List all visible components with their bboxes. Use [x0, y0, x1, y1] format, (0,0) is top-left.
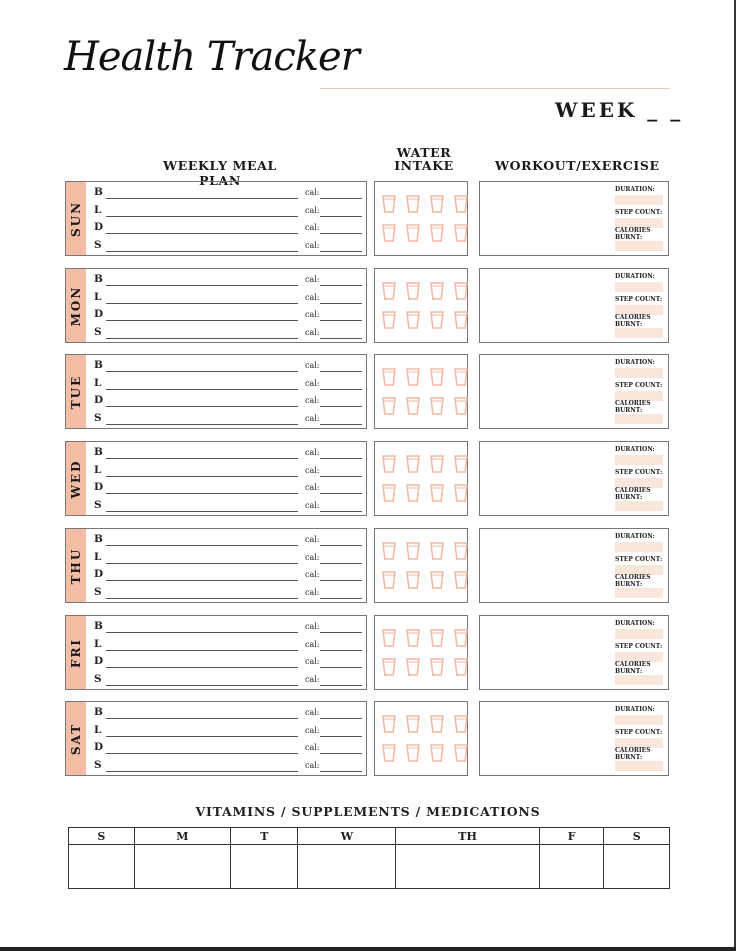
calorie-entry-line[interactable]	[320, 580, 362, 581]
meal-row-b	[94, 533, 362, 549]
meal-label: B	[94, 620, 103, 632]
water-box-sat	[374, 701, 468, 776]
meal-row-s	[94, 759, 362, 775]
meal-label: L	[94, 550, 102, 563]
meal-label: D	[94, 394, 104, 406]
water-cup-icon[interactable]	[406, 658, 420, 676]
vitamins-day-header: T	[231, 828, 298, 845]
water-cup-icon[interactable]	[382, 744, 396, 762]
vitamins-header-row	[69, 828, 670, 845]
meal-row-d	[94, 655, 362, 671]
calorie-label: cal:	[305, 465, 320, 475]
calorie-label: cal:	[305, 535, 320, 544]
calorie-label: cal:	[305, 622, 320, 631]
water-cup-icon[interactable]	[454, 311, 468, 329]
water-cup-icon[interactable]	[430, 744, 444, 762]
calorie-label: cal:	[305, 223, 320, 232]
meal-row-s	[94, 326, 362, 342]
meal-label: B	[94, 706, 103, 718]
meal-label: S	[94, 758, 102, 771]
meal-label: D	[94, 655, 104, 667]
meal-entry-line[interactable]	[106, 718, 298, 719]
calories-burnt-field[interactable]	[615, 675, 663, 685]
calories-burnt-label: CALORIES BURNT:	[615, 400, 651, 414]
water-box-thu	[374, 528, 468, 603]
day-label-tue: TUE	[69, 374, 83, 409]
water-cup-icon[interactable]	[406, 282, 420, 300]
calories-burnt-label: CALORIES BURNT:	[615, 661, 651, 675]
calorie-entry-line[interactable]	[320, 371, 362, 372]
water-cup-icon[interactable]	[430, 571, 444, 589]
meal-entry-line[interactable]	[106, 338, 298, 339]
meal-entry-line[interactable]	[106, 424, 298, 425]
calorie-label: cal:	[305, 327, 320, 337]
meal-label: S	[94, 672, 102, 685]
calorie-label: cal:	[305, 657, 320, 666]
calorie-entry-line[interactable]	[320, 233, 362, 234]
day-tab-wed	[66, 442, 86, 515]
meal-entry-line[interactable]	[106, 458, 298, 459]
water-cup-icon[interactable]	[406, 311, 420, 329]
meal-label: B	[94, 273, 103, 285]
vitamins-day-header: TH	[396, 828, 540, 845]
meal-entry-line[interactable]	[106, 493, 298, 494]
vitamins-cell[interactable]	[69, 845, 135, 889]
water-box-wed	[374, 441, 468, 516]
water-cup-icon[interactable]	[382, 311, 396, 329]
calorie-entry-line[interactable]	[320, 338, 362, 339]
water-cup-icon[interactable]	[454, 195, 468, 213]
workout-box-wed	[479, 441, 669, 516]
water-cup-icon[interactable]	[430, 368, 444, 386]
calorie-label: cal:	[305, 552, 320, 562]
water-cup-icon[interactable]	[382, 195, 396, 213]
calorie-label: cal:	[305, 292, 320, 302]
water-cup-icon[interactable]	[454, 455, 468, 473]
water-cup-icon[interactable]	[430, 715, 444, 733]
meal-row-d	[94, 308, 362, 324]
day-tab-sat	[66, 702, 86, 775]
water-cup-icon[interactable]	[382, 715, 396, 733]
water-cup-icon[interactable]	[430, 629, 444, 647]
meal-entry-line[interactable]	[106, 511, 298, 512]
meal-entry-line[interactable]	[106, 251, 298, 252]
calorie-label: cal:	[305, 725, 320, 735]
duration-label: DURATION:	[615, 446, 655, 453]
workout-box-thu	[479, 528, 669, 603]
calorie-entry-line[interactable]	[320, 753, 362, 754]
meal-label: S	[94, 498, 102, 511]
meal-entry-line[interactable]	[106, 406, 298, 407]
water-box-mon	[374, 268, 468, 343]
meal-row-d	[94, 221, 362, 237]
water-box-tue	[374, 354, 468, 429]
calorie-entry-line[interactable]	[320, 285, 362, 286]
meal-entry-line[interactable]	[106, 476, 298, 477]
calorie-label: cal:	[305, 310, 320, 319]
duration-field[interactable]	[615, 542, 663, 552]
step-count-label: STEP COUNT:	[615, 296, 663, 303]
day-tab-sun	[66, 182, 86, 255]
calorie-entry-line[interactable]	[320, 476, 362, 477]
meal-entry-line[interactable]	[106, 736, 298, 737]
day-tab-mon	[66, 269, 86, 342]
workout-box-tue	[479, 354, 669, 429]
calories-burnt-label: CALORIES BURNT:	[615, 747, 651, 761]
calorie-entry-line[interactable]	[320, 303, 362, 304]
day-label-wed: WED	[69, 458, 83, 499]
meal-label: D	[94, 481, 104, 493]
meal-entry-line[interactable]	[106, 545, 298, 546]
water-cup-icon[interactable]	[430, 455, 444, 473]
water-cup-icon[interactable]	[382, 658, 396, 676]
calorie-entry-line[interactable]	[320, 458, 362, 459]
water-cup-icon[interactable]	[454, 744, 468, 762]
meal-row-d	[94, 568, 362, 584]
meal-entry-line[interactable]	[106, 389, 298, 390]
vitamins-day-header: S	[604, 828, 670, 845]
water-cup-icon[interactable]	[382, 455, 396, 473]
calorie-label: cal:	[305, 448, 320, 457]
water-cup-icon[interactable]	[382, 484, 396, 502]
vitamins-day-header: S	[69, 828, 135, 845]
water-cup-icon[interactable]	[382, 224, 396, 242]
water-cup-icon[interactable]	[454, 715, 468, 733]
meal-row-s	[94, 412, 362, 428]
meal-label: B	[94, 533, 103, 545]
water-cup-icon[interactable]	[382, 282, 396, 300]
calorie-entry-line[interactable]	[320, 632, 362, 633]
meal-row-s	[94, 673, 362, 689]
meal-row-b	[94, 186, 362, 202]
day-label-mon: MON	[69, 285, 83, 326]
calorie-label: cal:	[305, 587, 320, 597]
meal-label: L	[94, 203, 102, 216]
water-cup-icon[interactable]	[430, 397, 444, 415]
meal-label: D	[94, 741, 104, 753]
calorie-label: cal:	[305, 500, 320, 510]
calorie-label: cal:	[305, 570, 320, 579]
day-box-fri	[65, 615, 367, 690]
water-cup-icon[interactable]	[406, 571, 420, 589]
water-cup-icon[interactable]	[430, 542, 444, 560]
calorie-label: cal:	[305, 396, 320, 405]
water-cup-icon[interactable]	[406, 455, 420, 473]
meal-row-s	[94, 499, 362, 515]
water-cup-icon[interactable]	[382, 571, 396, 589]
vitamins-day-header: W	[298, 828, 396, 845]
step-count-label: STEP COUNT:	[615, 556, 663, 563]
meal-label: S	[94, 411, 102, 424]
vitamins-cell[interactable]	[396, 845, 540, 889]
meal-row-d	[94, 481, 362, 497]
meal-label: S	[94, 238, 102, 251]
meal-entry-line[interactable]	[106, 771, 298, 772]
calorie-label: cal:	[305, 188, 320, 197]
meal-entry-line[interactable]	[106, 371, 298, 372]
duration-field[interactable]	[615, 715, 663, 725]
vitamins-cell[interactable]	[231, 845, 298, 889]
meal-label: D	[94, 221, 104, 233]
water-cup-icon[interactable]	[406, 368, 420, 386]
day-box-mon	[65, 268, 367, 343]
water-cup-icon[interactable]	[454, 629, 468, 647]
calorie-entry-line[interactable]	[320, 718, 362, 719]
water-cup-icon[interactable]	[382, 368, 396, 386]
calorie-label: cal:	[305, 483, 320, 492]
vitamins-day-header: F	[539, 828, 604, 845]
meal-row-l	[94, 638, 362, 654]
calorie-entry-line[interactable]	[320, 667, 362, 668]
water-cup-icon[interactable]	[406, 715, 420, 733]
vitamins-title: VITAMINS / SUPPLEMENTS / MEDICATIONS	[195, 804, 541, 819]
calorie-label: cal:	[305, 413, 320, 423]
meal-label: B	[94, 186, 103, 198]
day-label-thu: THU	[69, 547, 83, 584]
meal-label: B	[94, 359, 103, 371]
day-box-wed	[65, 441, 367, 516]
meal-row-b	[94, 446, 362, 462]
meal-label: L	[94, 463, 102, 476]
water-cup-icon[interactable]	[406, 397, 420, 415]
vitamins-cell[interactable]	[134, 845, 231, 889]
calories-burnt-label: CALORIES BURNT:	[615, 487, 651, 501]
meal-row-l	[94, 464, 362, 480]
meal-row-l	[94, 291, 362, 307]
calorie-label: cal:	[305, 275, 320, 284]
duration-label: DURATION:	[615, 273, 655, 280]
meal-row-l	[94, 204, 362, 220]
step-count-label: STEP COUNT:	[615, 643, 663, 650]
meal-entry-line[interactable]	[106, 580, 298, 581]
water-cup-icon[interactable]	[382, 542, 396, 560]
meal-label: L	[94, 290, 102, 303]
duration-label: DURATION:	[615, 359, 655, 366]
water-cup-icon[interactable]	[382, 397, 396, 415]
day-tab-thu	[66, 529, 86, 602]
day-label-fri: FRI	[69, 637, 83, 668]
meal-entry-line[interactable]	[106, 753, 298, 754]
water-cup-icon[interactable]	[430, 311, 444, 329]
calorie-entry-line[interactable]	[320, 216, 362, 217]
meal-row-d	[94, 741, 362, 757]
week-label: WEEK _ _	[555, 98, 684, 122]
calories-burnt-field[interactable]	[615, 761, 663, 771]
water-intake-header: WATER INTAKE	[394, 145, 454, 173]
calorie-entry-line[interactable]	[320, 771, 362, 772]
calorie-label: cal:	[305, 205, 320, 215]
water-cup-icon[interactable]	[430, 484, 444, 502]
duration-label: DURATION:	[615, 186, 655, 193]
day-tab-fri	[66, 616, 86, 689]
calories-burnt-field[interactable]	[615, 501, 663, 511]
water-cup-icon[interactable]	[430, 282, 444, 300]
meal-label: D	[94, 308, 104, 320]
water-cup-icon[interactable]	[430, 195, 444, 213]
meal-row-b	[94, 273, 362, 289]
calorie-entry-line[interactable]	[320, 493, 362, 494]
workout-box-sat	[479, 701, 669, 776]
vitamins-table	[68, 827, 670, 889]
water-cup-icon[interactable]	[454, 368, 468, 386]
meal-label: L	[94, 637, 102, 650]
calorie-entry-line[interactable]	[320, 406, 362, 407]
duration-field[interactable]	[615, 282, 663, 292]
vitamins-body-row	[69, 845, 670, 889]
calorie-label: cal:	[305, 674, 320, 684]
day-box-tue	[65, 354, 367, 429]
meal-entry-line[interactable]	[106, 650, 298, 651]
calorie-label: cal:	[305, 361, 320, 370]
meal-entry-line[interactable]	[106, 685, 298, 686]
meal-entry-line[interactable]	[106, 598, 298, 599]
duration-label: DURATION:	[615, 533, 655, 540]
vitamins-cell[interactable]	[604, 845, 670, 889]
meal-entry-line[interactable]	[106, 285, 298, 286]
calorie-entry-line[interactable]	[320, 736, 362, 737]
water-cup-icon[interactable]	[454, 224, 468, 242]
water-cup-icon[interactable]	[454, 484, 468, 502]
water-cup-icon[interactable]	[454, 282, 468, 300]
water-cup-icon[interactable]	[406, 629, 420, 647]
meal-label: S	[94, 585, 102, 598]
vitamins-cell[interactable]	[298, 845, 396, 889]
day-label-sun: SUN	[69, 200, 83, 237]
meal-row-l	[94, 377, 362, 393]
meal-entry-line[interactable]	[106, 667, 298, 668]
calorie-label: cal:	[305, 240, 320, 250]
calorie-label: cal:	[305, 378, 320, 388]
duration-field[interactable]	[615, 455, 663, 465]
water-cup-icon[interactable]	[454, 658, 468, 676]
duration-label: DURATION:	[615, 706, 655, 713]
water-box-fri	[374, 615, 468, 690]
meal-row-b	[94, 706, 362, 722]
water-cup-icon[interactable]	[430, 658, 444, 676]
day-box-sat	[65, 701, 367, 776]
step-count-label: STEP COUNT:	[615, 729, 663, 736]
water-cup-icon[interactable]	[430, 224, 444, 242]
duration-field[interactable]	[615, 195, 663, 205]
water-box-sun	[374, 181, 468, 256]
meal-row-s	[94, 586, 362, 602]
water-cup-icon[interactable]	[406, 542, 420, 560]
workout-header: WORKOUT/EXERCISE	[495, 158, 660, 173]
step-count-label: STEP COUNT:	[615, 382, 663, 389]
water-cup-icon[interactable]	[382, 629, 396, 647]
day-label-sat: SAT	[69, 722, 83, 755]
calorie-entry-line[interactable]	[320, 389, 362, 390]
calorie-label: cal:	[305, 743, 320, 752]
meal-label: B	[94, 446, 103, 458]
calories-burnt-field[interactable]	[615, 588, 663, 598]
water-cup-icon[interactable]	[406, 744, 420, 762]
water-cup-icon[interactable]	[454, 542, 468, 560]
meal-row-b	[94, 359, 362, 375]
title-underline	[320, 88, 670, 89]
calorie-entry-line[interactable]	[320, 650, 362, 651]
page-title: Health Tracker	[64, 34, 359, 80]
calorie-entry-line[interactable]	[320, 198, 362, 199]
water-cup-icon[interactable]	[406, 195, 420, 213]
calories-burnt-field[interactable]	[615, 414, 663, 424]
calorie-entry-line[interactable]	[320, 320, 362, 321]
vitamins-cell[interactable]	[539, 845, 604, 889]
meal-label: L	[94, 376, 102, 389]
meal-label: L	[94, 723, 102, 736]
workout-box-mon	[479, 268, 669, 343]
meal-plan-header: WEEKLY MEAL PLAN	[163, 158, 277, 188]
day-box-sun	[65, 181, 367, 256]
calories-burnt-field[interactable]	[615, 241, 663, 251]
day-box-thu	[65, 528, 367, 603]
meal-entry-line[interactable]	[106, 216, 298, 217]
meal-row-s	[94, 239, 362, 255]
meal-entry-line[interactable]	[106, 563, 298, 564]
meal-label: S	[94, 325, 102, 338]
calories-burnt-label: CALORIES BURNT:	[615, 227, 651, 241]
calorie-entry-line[interactable]	[320, 251, 362, 252]
calorie-label: cal:	[305, 760, 320, 770]
vitamins-day-header: M	[134, 828, 231, 845]
duration-field[interactable]	[615, 629, 663, 639]
step-count-label: STEP COUNT:	[615, 209, 663, 216]
calorie-entry-line[interactable]	[320, 545, 362, 546]
meal-entry-line[interactable]	[106, 198, 298, 199]
meal-entry-line[interactable]	[106, 632, 298, 633]
meal-row-l	[94, 551, 362, 567]
meal-entry-line[interactable]	[106, 320, 298, 321]
duration-label: DURATION:	[615, 620, 655, 627]
meal-entry-line[interactable]	[106, 303, 298, 304]
meal-label: D	[94, 568, 104, 580]
calorie-entry-line[interactable]	[320, 511, 362, 512]
calories-burnt-label: CALORIES BURNT:	[615, 314, 651, 328]
water-cup-icon[interactable]	[454, 571, 468, 589]
calories-burnt-field[interactable]	[615, 328, 663, 338]
duration-field[interactable]	[615, 368, 663, 378]
calorie-label: cal:	[305, 639, 320, 649]
meal-entry-line[interactable]	[106, 233, 298, 234]
water-cup-icon[interactable]	[406, 484, 420, 502]
meal-row-b	[94, 620, 362, 636]
water-cup-icon[interactable]	[454, 397, 468, 415]
calorie-entry-line[interactable]	[320, 424, 362, 425]
day-tab-tue	[66, 355, 86, 428]
step-count-label: STEP COUNT:	[615, 469, 663, 476]
calorie-entry-line[interactable]	[320, 685, 362, 686]
workout-box-fri	[479, 615, 669, 690]
calorie-entry-line[interactable]	[320, 598, 362, 599]
workout-box-sun	[479, 181, 669, 256]
page-edge-bottom	[0, 947, 736, 951]
calories-burnt-label: CALORIES BURNT:	[615, 574, 651, 588]
water-cup-icon[interactable]	[406, 224, 420, 242]
meal-row-l	[94, 724, 362, 740]
calorie-entry-line[interactable]	[320, 563, 362, 564]
meal-row-d	[94, 394, 362, 410]
calorie-label: cal:	[305, 708, 320, 717]
